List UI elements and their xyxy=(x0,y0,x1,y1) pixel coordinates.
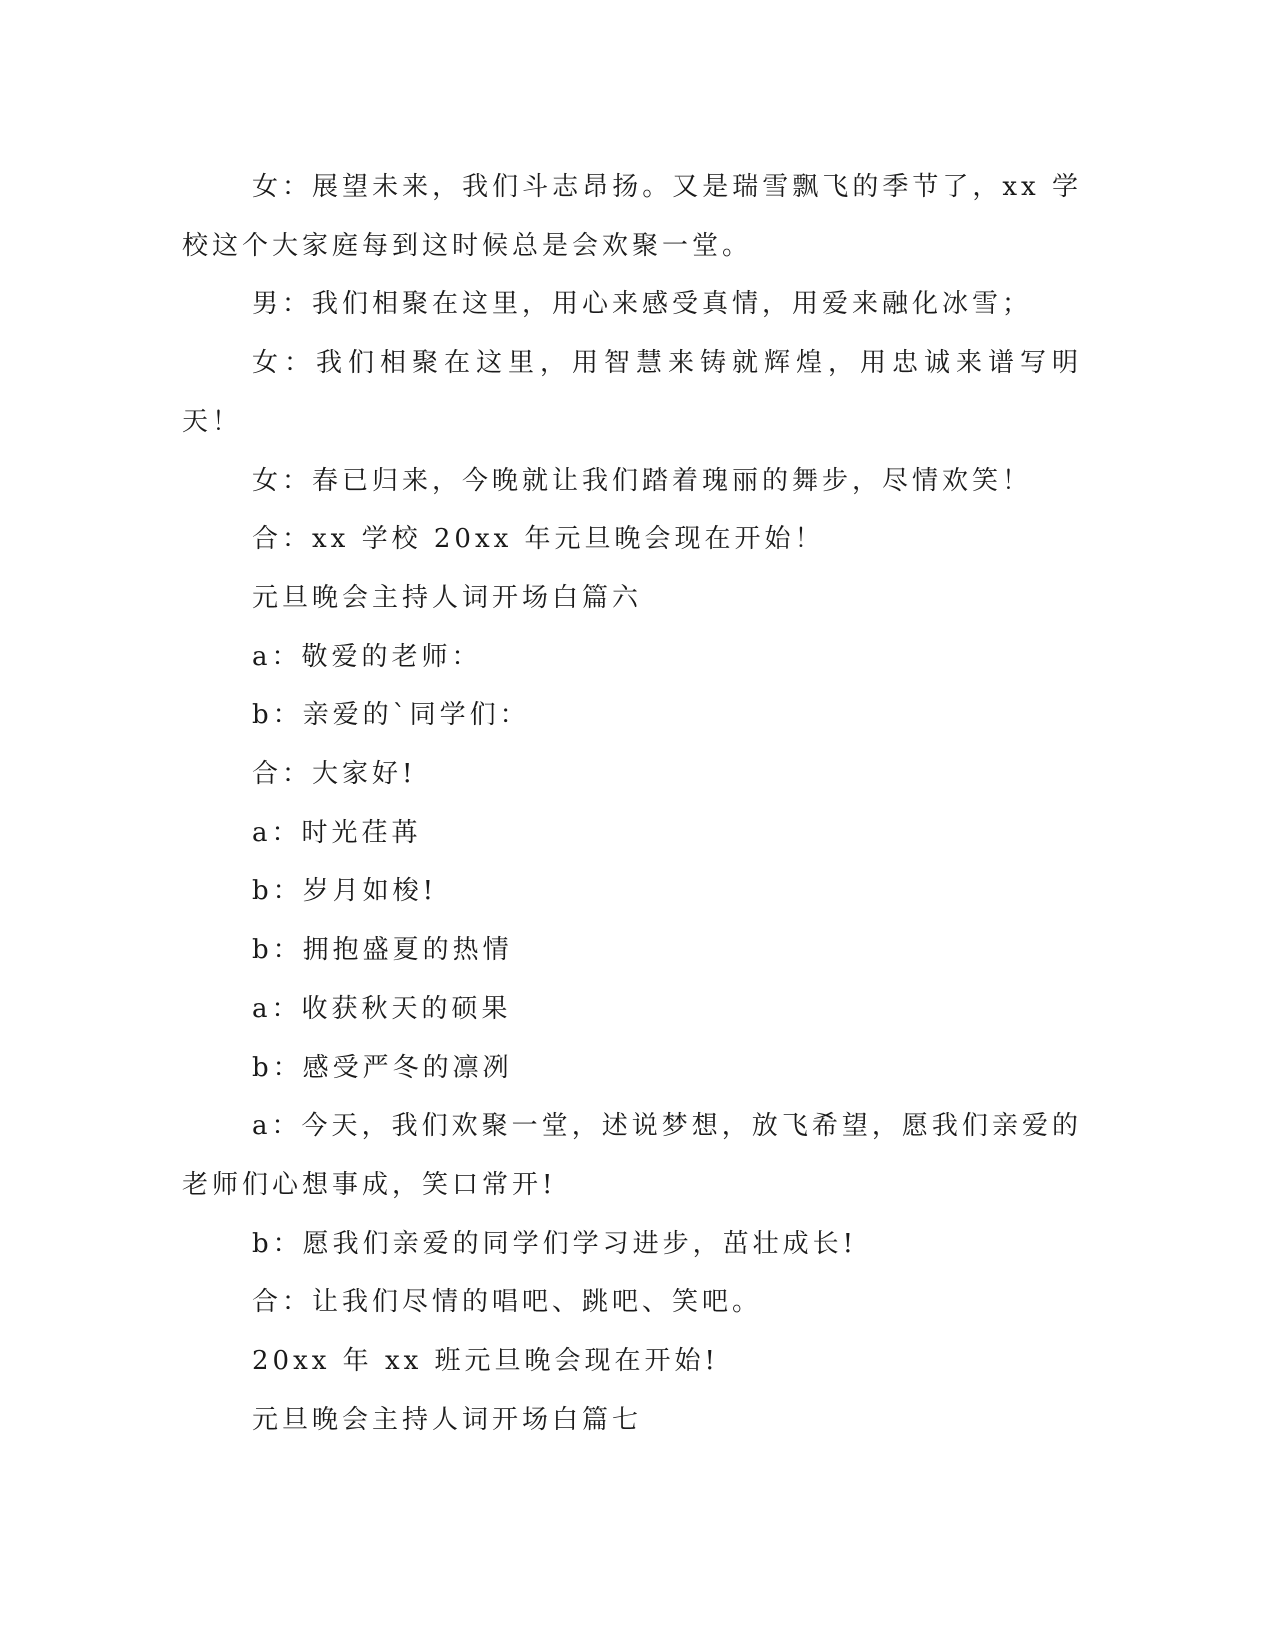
paragraph-10: a：时光荏苒 xyxy=(252,817,422,848)
document-body xyxy=(182,158,1082,1449)
paragraph-8: b：亲爱的`同学们： xyxy=(252,700,530,731)
paragraph-1: 女：展望未来，我们斗志昂扬。又是瑞雪飘飞的季节了，xx 学校这个大家庭每到这时候总是会欢聚一堂。 xyxy=(182,172,1082,261)
paragraph-7: a：敬爱的老师： xyxy=(252,641,482,672)
section-heading-6: 元旦晚会主持人词开场白篇六 xyxy=(252,582,643,613)
paragraph-4: 女：春已归来，今晚就让我们踏着瑰丽的舞步，尽情欢笑！ xyxy=(252,465,1033,496)
section-heading-7: 元旦晚会主持人词开场白篇七 xyxy=(252,1404,643,1435)
paragraph-2: 男：我们相聚在这里，用心来感受真情，用爱来融化冰雪； xyxy=(252,289,1033,320)
paragraph-9: 合：大家好! xyxy=(252,759,417,790)
paragraph-11: b：岁月如梭! xyxy=(252,876,438,907)
paragraph-14: b：感受严冬的凛冽 xyxy=(252,1052,513,1083)
paragraph-18: 20xx 年 xx 班元旦晚会现在开始! xyxy=(252,1346,719,1377)
paragraph-15: a：今天，我们欢聚一堂，述说梦想，放飞希望，愿我们亲爱的老师们心想事成，笑口常开! xyxy=(182,1111,1082,1200)
paragraph-17: 合：让我们尽情的唱吧、跳吧、笑吧。 xyxy=(252,1287,763,1318)
paragraph-3: 女：我们相聚在这里，用智慧来铸就辉煌，用忠诚来谱写明天！ xyxy=(182,348,1082,437)
paragraph-13: a：收获秋天的硕果 xyxy=(252,993,512,1024)
paragraph-16: b：愿我们亲爱的同学们学习进步，茁壮成长! xyxy=(252,1228,858,1259)
paragraph-12: b：拥抱盛夏的热情 xyxy=(252,935,513,966)
paragraph-5: 合：xx 学校 20xx 年元旦晚会现在开始！ xyxy=(252,524,825,555)
